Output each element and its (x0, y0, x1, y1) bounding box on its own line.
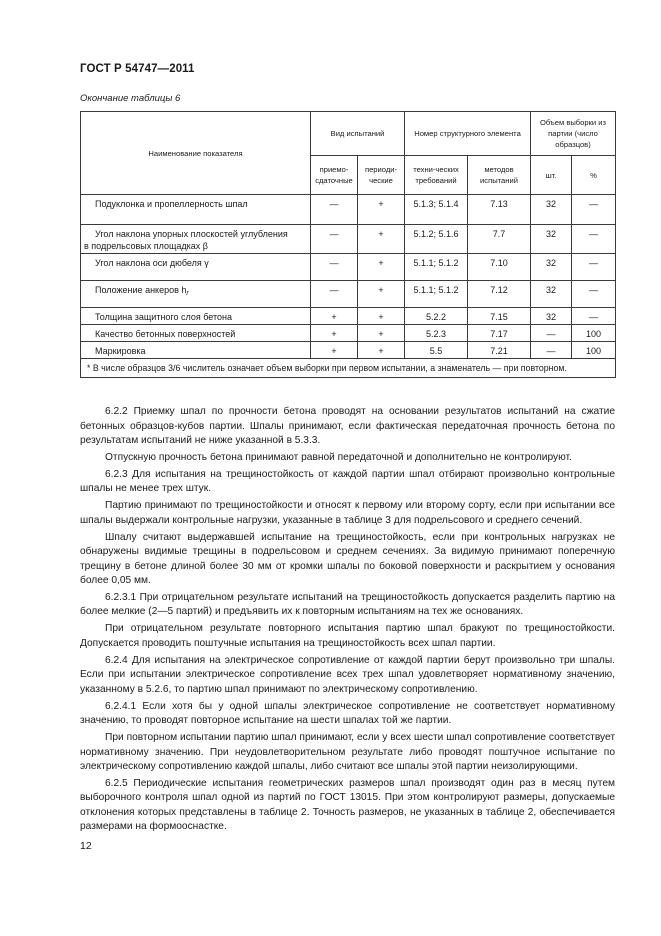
row-acceptance: + (311, 342, 358, 359)
row-name-line2: в подрельсовых площадках β (84, 241, 208, 251)
row-periodic: + (358, 254, 405, 281)
indicators-table (80, 111, 616, 378)
row-requirement: 5.2.3 (405, 325, 468, 342)
row-percent: — (572, 254, 616, 281)
paragraph: Шпалу считают выдержавшей испытание на трещиностойкость, если при контрольных нагрузках не обнаружены видимые трещины в подрельсовом и среднем сечениях. За видимую принимают поперечную трещину в бетоне длиной более 30 мм от кромки шпалы по боковой поверхности и раскрытием у основания более 0,05 мм. (80, 531, 615, 587)
row-name-text: Положение анкеров h (95, 285, 187, 295)
header-test-methods: методов испытаний (468, 156, 531, 195)
row-percent: 100 (572, 342, 616, 359)
paragraph: Партию принимают по трещиностойкости и относят к первому или второму сорту, если при испытании все шпалы выдержали контрольные нагрузки, указанные в таблице 3 для подрельсового и среднего сечений. (80, 500, 615, 526)
table-footnote-row (81, 359, 616, 378)
paragraph: 6.2.2 Приемку шпал по прочности бетона проводят на основании результатов испытаний на сжатие бетонных образцов-кубов партии. Шпалы принимают, если фактическая передаточная прочность бетона по результатам испытаний не ниже указанной в 5.3.3. (80, 406, 615, 446)
row-acceptance: + (311, 325, 358, 342)
row-requirement: 5.2.2 (405, 308, 468, 325)
row-requirement: 5.1.1; 5.1.2 (405, 281, 468, 308)
row-requirement: 5.1.3; 5.1.4 (405, 195, 468, 225)
paragraph: Отпускную прочность бетона принимают равной передаточной и дополнительно не контролируют. (105, 451, 572, 463)
row-periodic: + (358, 225, 405, 254)
row-pieces: 32 (531, 195, 572, 225)
row-method: 7.12 (468, 281, 531, 308)
table-row (81, 281, 616, 308)
row-percent: 100 (572, 325, 616, 342)
header-percent: % (572, 156, 616, 195)
row-periodic: + (358, 308, 405, 325)
header-indicator-name: Наименование показателя (81, 112, 311, 195)
row-percent: — (572, 281, 616, 308)
row-percent: — (572, 308, 616, 325)
row-name (81, 281, 311, 308)
row-method: 7.17 (468, 325, 531, 342)
row-method: 7.15 (468, 308, 531, 325)
header-pieces: шт. (531, 156, 572, 195)
row-periodic: + (358, 281, 405, 308)
row-name (81, 225, 311, 254)
paragraph: 6.2.4 Для испытания на электрическое сопротивление от каждой партии берут произвольно три шпалы. Если при испытании электрическое сопротивление всех трех шпал удовлетворяет нормативному значению, указанному в 5.2.6, то партию шпал принимают по электрическому сопротивлению. (80, 654, 615, 695)
header-acceptance: приемо-сдаточные (311, 156, 358, 195)
row-name-line1: Угол наклона упорных плоскостей углубления (95, 229, 288, 239)
row-requirement: 5.1.2; 5.1.6 (405, 225, 468, 254)
row-name: Толщина защитного слоя бетона (81, 308, 311, 325)
row-requirement: 5.5 (405, 342, 468, 359)
table-row (81, 254, 616, 281)
row-pieces: 32 (531, 281, 572, 308)
row-name: Качество бетонных поверхностей (81, 325, 311, 342)
row-method: 7.10 (468, 254, 531, 281)
row-pieces: 32 (531, 308, 572, 325)
header-sample-volume: Объем выборки из партии (число образцов) (531, 112, 616, 156)
row-method: 7.7 (468, 225, 531, 254)
body-text (80, 405, 615, 837)
row-pieces: — (531, 325, 572, 342)
row-name-subscript: r (186, 290, 189, 297)
row-acceptance: — (311, 195, 358, 225)
paragraph: 6.2.3 Для испытания на трещиностойкость от каждой партии шпал отбирают произвольно контрольные шпалы не менее трех штук. (80, 468, 615, 495)
row-name: Угол наклона оси дюбеля γ (81, 254, 311, 281)
header-tech-requirements: техни-ческих требований (405, 156, 468, 195)
row-requirement: 5.1.1; 5.1.2 (405, 254, 468, 281)
paragraph: 6.2.4.1 Если хотя бы у одной шпалы электрическое сопротивление не соответствует нормативному значению, то проводят повторное испытание на шести шпалах той же партии. (80, 700, 615, 727)
paragraph: При отрицательном результате повторного испытания партию шпал бракуют по трещиностойкости. Допускается проводить поштучные испытания на трещиностойкость всех шпал партии. (80, 623, 615, 649)
row-periodic: + (358, 325, 405, 342)
row-method: 7.21 (468, 342, 531, 359)
header-test-type: Вид испытаний (311, 112, 405, 156)
row-percent: — (572, 225, 616, 254)
table-row (81, 308, 616, 325)
paragraph: 6.2.3.1 При отрицательном результате испытаний на трещиностойкость допускается разделить партию на более мелкие (2—5 партий) и предъявить их к повторным испытаниям на тех же основаниях. (80, 591, 615, 618)
document-header: ГОСТ Р 54747—2011 (80, 63, 195, 75)
row-acceptance: + (311, 308, 358, 325)
row-pieces: — (531, 342, 572, 359)
table-row (81, 342, 616, 359)
table-caption: Окончание таблицы 6 (80, 93, 181, 104)
table-row (81, 225, 616, 254)
row-periodic: + (358, 342, 405, 359)
header-periodic: периоди-ческие (358, 156, 405, 195)
paragraph: При повторном испытании партию шпал принимают, если у всех шести шпал сопротивление соответствует нормативному значению. При неудовлетворительном результате либо проводят поштучное испытание по электрическому сопротивлению каждой шпалы, либо считают все шпалы этой партии неизолирующими. (80, 732, 615, 773)
row-periodic: + (358, 195, 405, 225)
row-pieces: 32 (531, 254, 572, 281)
row-acceptance: — (311, 225, 358, 254)
paragraph: 6.2.5 Периодические испытания геометрических размеров шпал производят один раз в месяц путем выборочного контроля шпал одной из партий по ГОСТ 13015. При этом контролируют размеры, допускаемые отклонения которых представлены в таблице 2. Точность размеров, не указанных в таблице 2, обеспечивается размерами на формооснастке. (80, 777, 615, 833)
row-method: 7.13 (468, 195, 531, 225)
row-acceptance: — (311, 281, 358, 308)
table-header-row (81, 112, 616, 156)
row-percent: — (572, 195, 616, 225)
table-row (81, 195, 616, 225)
row-acceptance: — (311, 254, 358, 281)
header-structural-number: Номер структурного элемента (405, 112, 531, 156)
table-row (81, 325, 616, 342)
table-footnote: * В числе образцов 3/6 числитель означает объем выборки при первом испытании, а знаменатель — при повторном. (81, 359, 616, 378)
page-number: 12 (80, 840, 92, 852)
row-pieces: 32 (531, 225, 572, 254)
row-name: Маркировка (81, 342, 311, 359)
row-name: Подуклонка и пропеллерность шпал (81, 195, 311, 225)
